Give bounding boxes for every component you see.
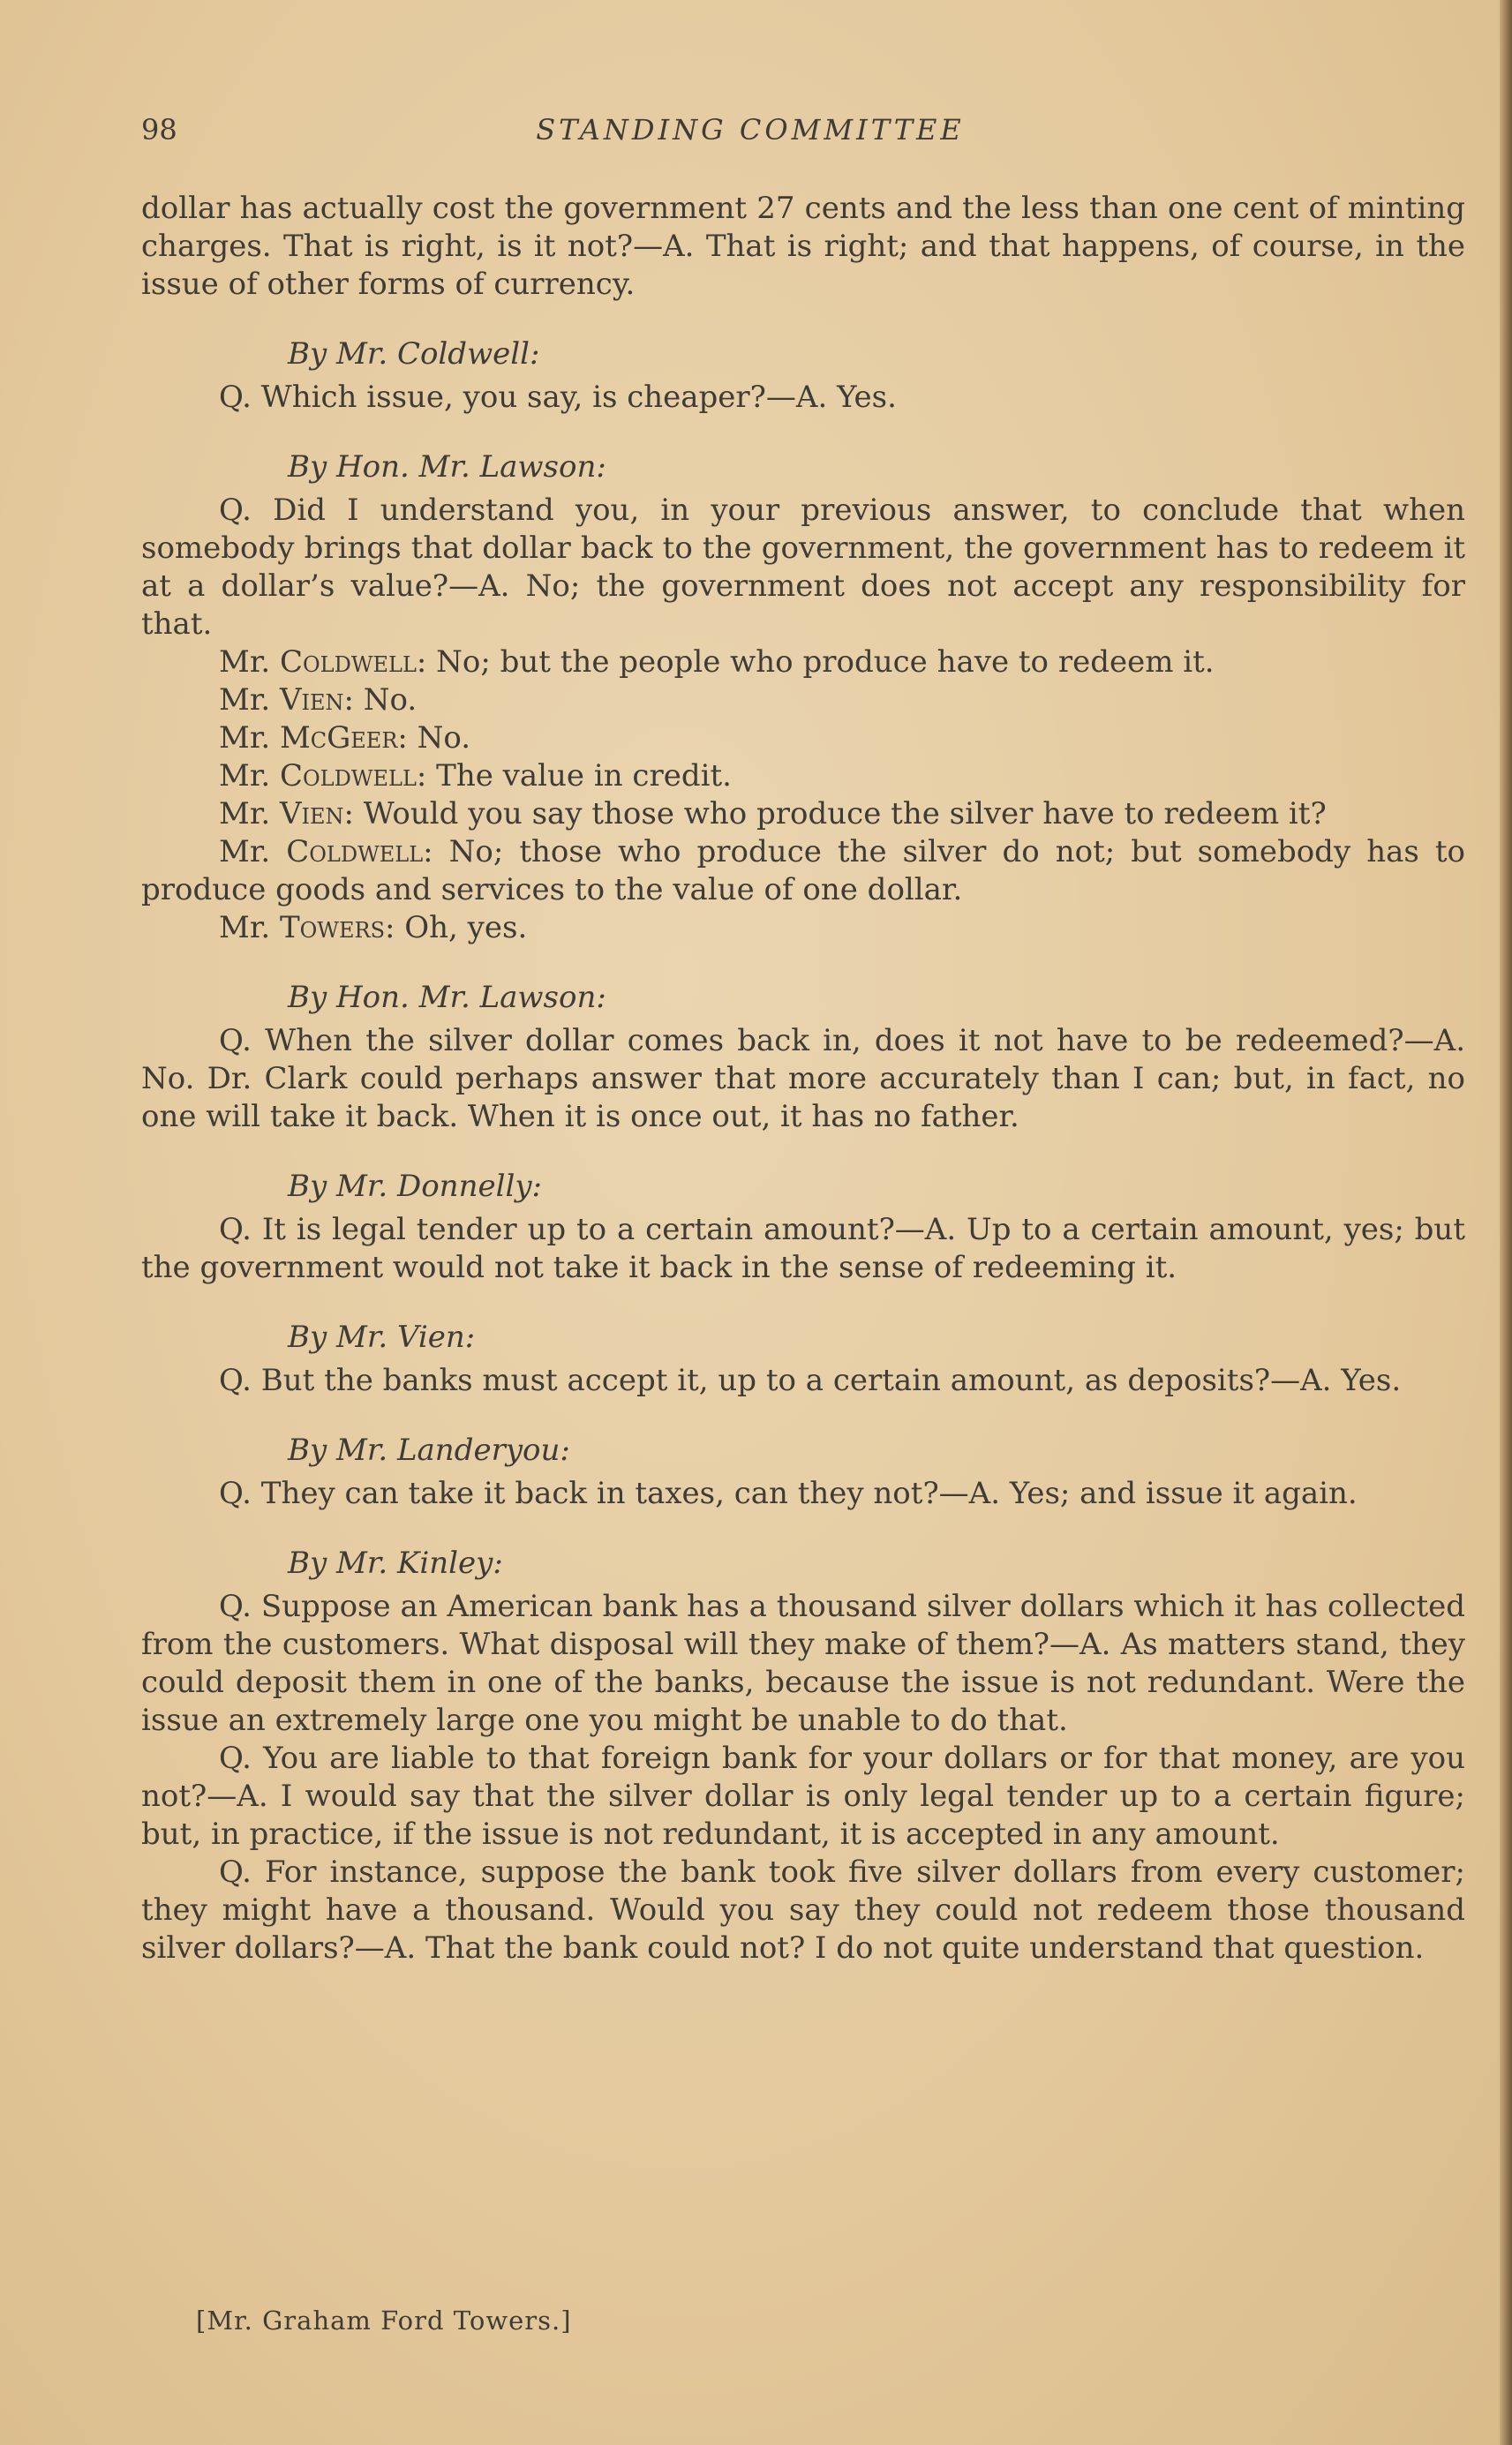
speaker-line xyxy=(141,719,1465,757)
transcript-body xyxy=(141,190,1465,1967)
examiner-heading: By Mr. Landeryou: xyxy=(288,1433,570,1468)
speaker-line xyxy=(141,757,1465,795)
question-answer-paragraph: Q. Did I understand you, in your previous answer, to conclude that when somebody brings that dollar back to the government, the government has to redeem it at a dollar’s value?—A. No; the government does not accept any responsibility for that. xyxy=(141,493,1465,642)
speaker-line xyxy=(141,909,1465,947)
examiner-heading: By Mr. Donnelly: xyxy=(288,1169,543,1204)
page-header xyxy=(141,113,1465,157)
speaker-line xyxy=(141,795,1465,833)
speaker-prefix: Mr. xyxy=(219,910,280,945)
running-title: STANDING COMMITTEE xyxy=(536,113,965,147)
examiner-heading: By Mr. Vien: xyxy=(288,1320,476,1355)
examiner-heading: By Hon. Mr. Lawson: xyxy=(288,449,606,485)
speaker-text: : No. xyxy=(397,720,471,756)
question-answer-paragraph: Q. When the silver dollar comes back in, does it not have to be redeemed?—A. No. Dr. Clark could perhaps answer that more accurately than I can; but, in fact, no one will take it back. When it is once out, it has no father. xyxy=(141,1023,1465,1134)
speaker-text: : The value in credit. xyxy=(416,758,732,794)
speaker-line xyxy=(141,681,1465,719)
speaker-prefix: Mr. xyxy=(219,758,280,794)
question-answer-paragraph: Q. You are liable to that foreign bank for your dollars or for that money, are you not?—A. I would say that the silver dollar is only legal tender up to a certain figure; but, in practice, if the issue is not redundant, it is accepted in any amount. xyxy=(141,1741,1465,1852)
page-number: 98 xyxy=(141,113,177,147)
examiner-heading: By Hon. Mr. Lawson: xyxy=(288,980,606,1015)
speaker-prefix: Mr. xyxy=(219,644,280,680)
question-answer-paragraph: Q. Suppose an American bank has a thousand silver dollars which it has collected from the customers. What disposal will they make of them?—A. As matters stand, they could deposit them in one of the banks, because the issue is not redundant. Were the issue an extremely large one you might be unable to do that. xyxy=(141,1589,1465,1738)
speaker-line xyxy=(141,643,1465,681)
speaker-name: McGeer xyxy=(279,720,398,756)
page-edge xyxy=(1500,0,1512,2445)
speaker-prefix: Mr. xyxy=(219,682,280,718)
speaker-name: Coldwell xyxy=(286,834,424,869)
speaker-name: Vien xyxy=(279,682,344,718)
examiner-heading: By Mr. Kinley: xyxy=(288,1546,503,1581)
speaker-name: Towers xyxy=(279,910,386,945)
speaker-text: : No; those who produce the silver do not; but somebody has to produce goods and services to the value of one dollar. xyxy=(141,834,1465,907)
question-answer-paragraph: Q. Which issue, you say, is cheaper?—A. Yes. xyxy=(219,380,897,415)
speaker-prefix: Mr. xyxy=(219,720,280,756)
examiner-heading: By Mr. Coldwell: xyxy=(288,336,540,372)
question-answer-paragraph: Q. But the banks must accept it, up to a certain amount, as deposits?—A. Yes. xyxy=(219,1363,1402,1398)
speaker-prefix: Mr. xyxy=(219,796,280,831)
question-answer-paragraph: Q. It is legal tender up to a certain amount?—A. Up to a certain amount, yes; but the government would not take it back in the sense of redeeming it. xyxy=(141,1212,1465,1285)
question-answer-paragraph: Q. For instance, suppose the bank took five silver dollars from every customer; they might have a thousand. Would you say they could not redeem those thousand silver dollars?—A. That the bank could not? I do not quite understand that question. xyxy=(141,1854,1465,1966)
speaker-line xyxy=(141,833,1465,909)
speaker-name: Vien xyxy=(279,796,344,831)
speaker-name: Coldwell xyxy=(279,644,417,680)
speaker-text: : Would you say those who produce the silver have to redeem it? xyxy=(343,796,1327,831)
question-answer-paragraph: Q. They can take it back in taxes, can they not?—A. Yes; and issue it again. xyxy=(219,1476,1358,1511)
speaker-text: : No. xyxy=(343,682,417,718)
speaker-text: : No; but the people who produce have to redeem it. xyxy=(416,644,1215,680)
speaker-name: Coldwell xyxy=(279,758,417,794)
continued-paragraph: dollar has actually cost the government 27 cents and the less than one cent of minting charges. That is right, is it not?—A. That is right; and that happens, of course, in the issue of other forms of currency. xyxy=(141,191,1465,302)
speaker-prefix: Mr. xyxy=(219,834,287,869)
speaker-text: : Oh, yes. xyxy=(385,910,528,945)
speaker-footnote: [Mr. Graham Ford Towers.] xyxy=(196,2306,572,2336)
